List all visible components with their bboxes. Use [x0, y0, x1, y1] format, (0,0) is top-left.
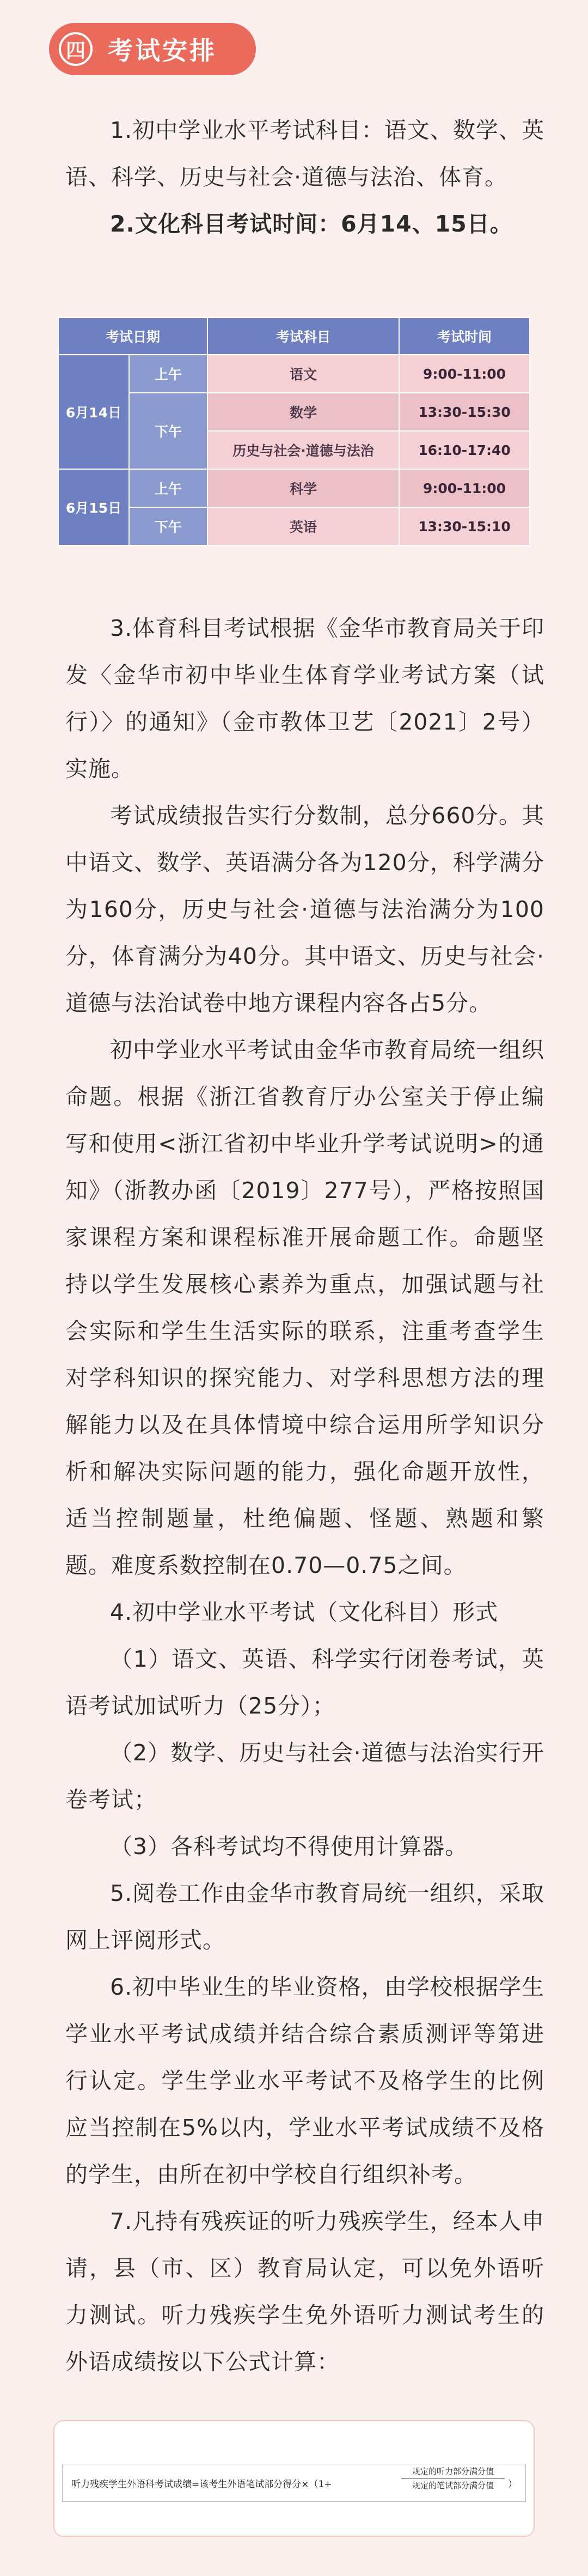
subject-cell: 历史与社会·道德与法治	[207, 431, 399, 469]
paragraph-format-3: （3）各科考试均不得使用计算器。	[110, 1833, 468, 1860]
date-cell: 6月15日	[58, 469, 129, 545]
formula-box	[53, 2420, 535, 2537]
header-time: 考试时间	[399, 318, 530, 355]
header-subject: 考试科目	[207, 318, 399, 355]
time-cell: 13:30-15:10	[399, 507, 530, 545]
formula-fraction	[401, 2465, 505, 2491]
time-cell: 9:00-11:00	[399, 355, 530, 393]
formula-denominator: 规定的笔试部分满分值	[412, 2481, 494, 2490]
time-cell: 9:00-11:00	[399, 469, 530, 507]
period-cell: 上午	[129, 355, 207, 393]
subject-cell: 科学	[207, 469, 399, 507]
paragraph-scoring: 考试成绩报告实行分数制，总分660分。其中语文、数学、英语满分各为120分，科学满分为160分，历史与社会·道德与法治满分为100分，体育满分为40分。其中语文、历史与社会·道德与法治试卷中地方课程内容各占5分。	[65, 803, 544, 1016]
paragraph-pe-exam: 3.体育科目考试根据《金华市教育局关于印发〈金华市初中毕业生体育学业考试方案（试行）〉的通知》（金市教体卫艺〔2021〕2号）实施。	[65, 615, 544, 782]
table-header-row	[58, 318, 530, 355]
intro-text	[65, 107, 544, 247]
paragraph-subjects: 1.初中学业水平考试科目：语文、数学、英语、科学、历史与社会·道德与法治、体育。	[65, 117, 544, 190]
paragraph-proposition: 初中学业水平考试由金华市教育局统一组织命题。根据《浙江省教育厅办公室关于停止编写和使用<浙江省初中毕业升学考试说明>的通知》（浙教办函〔2019〕277号），严格按照国家课程方案和课程标准开展命题工作。命题坚持以学生发展核心素养为重点，加强试题与社会实际和学生生活实际的联系，注重考查学生对学科知识的探究能力、对学科思想方法的理解能力以及在具体情境中综合运用所学知识分析和解决实际问题的能力，强化命题开放性，适当控制题量，杜绝偏题、怪题、熟题和繁题。难度系数控制在0.70—0.75之间。	[65, 1037, 544, 1578]
period-cell: 下午	[129, 507, 207, 545]
paragraph-grading: 5.阅卷工作由金华市教育局统一组织，采取网上评阅形式。	[65, 1880, 544, 1953]
subject-cell: 语文	[207, 355, 399, 393]
table-row	[58, 355, 530, 393]
exam-schedule-table	[58, 317, 530, 546]
formula-main-text: 听力残疾学生外语科考试成绩=该考生外语笔试部分得分×（1+	[71, 2479, 332, 2490]
table-row	[58, 469, 530, 507]
subject-cell: 数学	[207, 393, 399, 431]
table-row	[58, 393, 530, 431]
date-cell: 6月14日	[58, 355, 129, 469]
period-cell: 上午	[129, 469, 207, 507]
period-cell: 下午	[129, 393, 207, 469]
paragraph-graduation: 6.初中毕业生的毕业资格，由学校根据学生学业水平考试成绩并结合综合素质测评等第进行认定。学生学业水平考试不及格学生的比例应当控制在5%以内，学业水平考试成绩不及格的学生，由所在初中学校自行组织补考。	[65, 1974, 544, 2188]
formula-numerator: 规定的听力部分满分值	[401, 2465, 505, 2478]
table-row	[58, 507, 530, 545]
formula-image	[62, 2464, 526, 2502]
main-text	[65, 605, 544, 2385]
paragraph-format-2: （2）数学、历史与社会·道德与法治实行开卷考试；	[65, 1740, 544, 1813]
paragraph-hearing-exemption: 7.凡持有残疾证的听力残疾学生，经本人申请，县（市、区）教育局认定，可以免外语听力测试。听力残疾学生免外语听力测试考生的外语成绩按以下公式计算：	[65, 2208, 544, 2375]
section-header	[49, 23, 256, 75]
section-title: 考试安排	[108, 36, 217, 65]
paragraph-format-1: （1）语文、英语、科学实行闭卷考试，英语考试加试听力（25分）；	[65, 1646, 544, 1719]
header-date: 考试日期	[58, 318, 207, 355]
time-cell: 13:30-15:30	[399, 393, 530, 431]
time-cell: 16:10-17:40	[399, 431, 530, 469]
formula-close-paren: ）	[508, 2479, 517, 2490]
paragraph-exam-format: 4.初中学业水平考试（文化科目）形式	[110, 1599, 499, 1625]
paragraph-exam-dates: 2.文化科目考试时间：6月14、15日。	[110, 211, 513, 237]
section-number-badge: 四	[59, 32, 93, 66]
subject-cell: 英语	[207, 507, 399, 545]
